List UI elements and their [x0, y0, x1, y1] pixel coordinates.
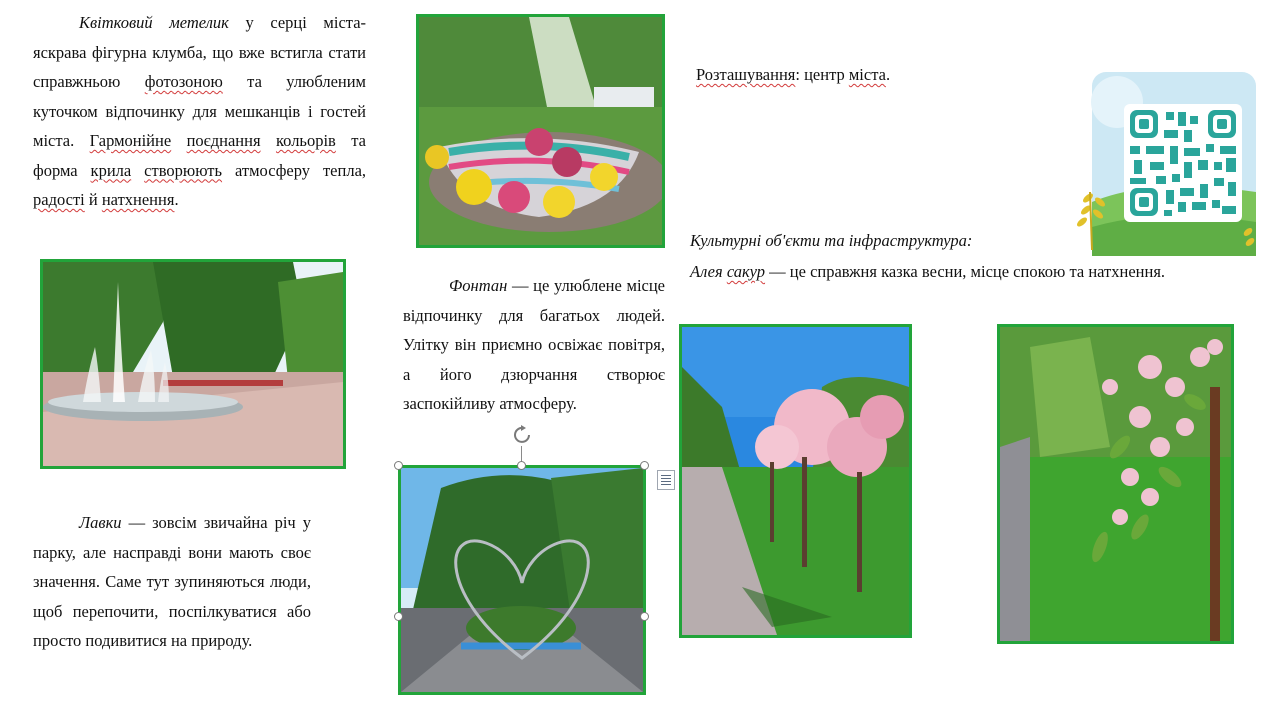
sakura-alley-photo-1[interactable] [679, 324, 912, 638]
rotate-handle-icon[interactable] [511, 424, 535, 446]
layout-options-button[interactable] [657, 470, 675, 490]
benches-paragraph: Лавки — зовсім звичайна річ у парку, але насправді вони мають своє значення. Саме тут зупиняються люди, щоб перепочити, поспілкуватися або просто подивитися на природу. [33, 513, 311, 650]
resize-handle-tc[interactable] [517, 461, 526, 470]
location-line: Розташування: центр міста. [696, 65, 891, 84]
butterfly-title: Квітковий метелик [79, 13, 229, 32]
qr-code-card[interactable] [1072, 72, 1256, 256]
resize-handle-mr[interactable] [640, 612, 649, 621]
culture-heading: Культурні об'єкти та інфраструктура: [690, 231, 973, 250]
heart-bench-photo[interactable] [398, 465, 646, 695]
fountain-title: Фонтан [449, 276, 508, 295]
fountain-photo[interactable] [40, 259, 346, 469]
alley-paragraph: Алея сакур — це справжня казка весни, місце спокою та натхнення. [690, 262, 1166, 281]
butterfly-paragraph: Квітковий метелик у серці міста-яскрава фігурна клумба, що вже встигла стати справжньою фотозоною та улюбленим куточком відпочинку для мешканців і гостей міста. Гармонійне поєднання кольорів та форма крила створюють атмосферу тепла, радості й натхнення. [33, 13, 367, 209]
benches-title: Лавки [79, 513, 122, 532]
resize-handle-ml[interactable] [394, 612, 403, 621]
resize-handle-tl[interactable] [394, 461, 403, 470]
butterfly-flowerbed-photo[interactable] [416, 14, 665, 248]
resize-handle-tr[interactable] [640, 461, 649, 470]
sakura-alley-photo-2[interactable] [997, 324, 1234, 644]
fountain-paragraph: Фонтан — це улюблене місце відпочинку для багатьох людей. Улітку він приємно освіжає повітря, а його дзюрчання створює заспокійливу атмосферу. [403, 276, 665, 413]
